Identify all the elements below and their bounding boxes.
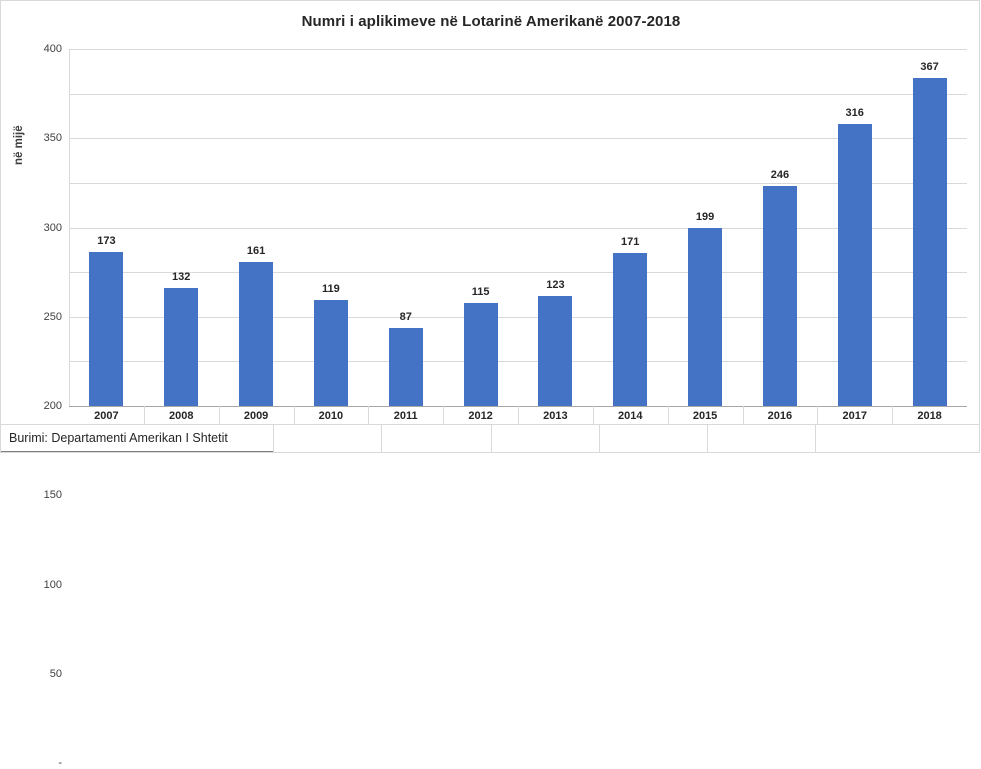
bar[interactable] — [688, 228, 722, 406]
x-axis-tick-separator — [892, 406, 893, 426]
source-row — [0, 425, 980, 453]
bar[interactable] — [763, 186, 797, 406]
bar-slot — [443, 49, 518, 406]
bar-slot — [368, 49, 443, 406]
x-axis-tick-separator — [368, 406, 369, 426]
x-axis-tick-labels — [69, 406, 967, 426]
cell-separator — [491, 425, 492, 452]
bar-series — [69, 49, 967, 406]
bar-slot — [593, 49, 668, 406]
bar[interactable] — [538, 296, 572, 406]
x-axis-tick-label: 2010 — [318, 410, 344, 422]
x-axis-tick-label: 2007 — [94, 410, 119, 422]
x-axis-tick-separator — [518, 406, 519, 426]
bar[interactable] — [239, 262, 273, 406]
y-axis-tick-label: 150 — [43, 489, 62, 502]
y-axis-tick-label: 350 — [43, 132, 62, 145]
source-underline — [1, 451, 273, 452]
x-axis-tick-separator — [443, 406, 444, 426]
bar-value-label: 171 — [621, 236, 640, 249]
bar-value-label: 119 — [322, 282, 340, 295]
bar-slot — [219, 49, 294, 406]
y-axis-tick-label: 50 — [49, 667, 62, 680]
x-axis-tick-separator — [593, 406, 594, 426]
source-label: Burimi: Departamenti Amerikan I Shtetit — [9, 431, 228, 445]
bar-value-label: 132 — [172, 271, 191, 284]
bar[interactable] — [913, 78, 947, 406]
bar-slot — [817, 49, 892, 406]
x-axis-tick-label: 2012 — [468, 410, 493, 422]
x-axis-tick-separator — [294, 406, 295, 426]
y-axis-title: në mijë — [13, 125, 25, 165]
x-axis-tick-separator — [144, 406, 145, 426]
bar-slot — [892, 49, 967, 406]
x-axis-tick-label: 2013 — [543, 410, 568, 422]
y-axis-tick-label: 100 — [43, 578, 62, 591]
bar[interactable] — [389, 328, 423, 406]
bar-value-label: 199 — [695, 211, 715, 224]
x-axis-tick-label: 2008 — [169, 410, 194, 422]
x-axis-tick-separator — [668, 406, 669, 426]
bar-slot — [294, 49, 369, 406]
chart-title: Numri i aplikimeve në Lotarinë Amerikanë 2007-2018 — [301, 13, 681, 30]
bar-value-label: 115 — [471, 286, 490, 299]
bar[interactable] — [164, 288, 198, 406]
bar-slot — [743, 49, 818, 406]
x-axis-tick-label: 2015 — [692, 410, 718, 422]
bar-value-label: 87 — [399, 311, 412, 324]
cell-separator — [273, 425, 274, 452]
bar-slot — [144, 49, 219, 406]
bar-value-label: 367 — [920, 61, 939, 74]
bar-value-label: 316 — [845, 106, 864, 119]
x-axis-tick-separator — [817, 406, 818, 426]
bar[interactable] — [89, 252, 123, 406]
x-axis-tick-label: 2016 — [767, 410, 793, 422]
x-axis-tick-label: 2011 — [393, 410, 418, 422]
x-axis-tick-separator — [219, 406, 220, 426]
bar-value-label: 123 — [546, 279, 565, 292]
bar[interactable] — [613, 253, 647, 406]
bar-value-label: 246 — [770, 169, 790, 182]
y-axis-tick-label: 200 — [43, 400, 62, 412]
x-axis-tick-label: 2018 — [917, 410, 942, 422]
bar-value-label: 173 — [97, 234, 116, 247]
y-axis-tick-label: 300 — [43, 221, 62, 234]
bar[interactable] — [464, 303, 498, 406]
x-axis-tick-separator — [743, 406, 744, 426]
bar-slot — [518, 49, 593, 406]
bar-value-label: 161 — [246, 245, 266, 258]
cell-separator — [381, 425, 382, 452]
cell-separator — [815, 425, 816, 452]
y-axis-tick-label: - — [58, 757, 62, 769]
cell-separator — [707, 425, 708, 452]
bar[interactable] — [838, 124, 872, 406]
cell-separator — [599, 425, 600, 452]
bar[interactable] — [314, 300, 348, 406]
x-axis-tick-label: 2017 — [842, 410, 867, 422]
x-axis-tick-label: 2009 — [243, 410, 269, 422]
bar-slot — [69, 49, 144, 406]
bar-slot — [668, 49, 743, 406]
x-axis-tick-label: 2014 — [618, 410, 643, 422]
y-axis-tick-label: 250 — [43, 310, 62, 323]
y-axis-tick-label: 400 — [43, 43, 62, 55]
